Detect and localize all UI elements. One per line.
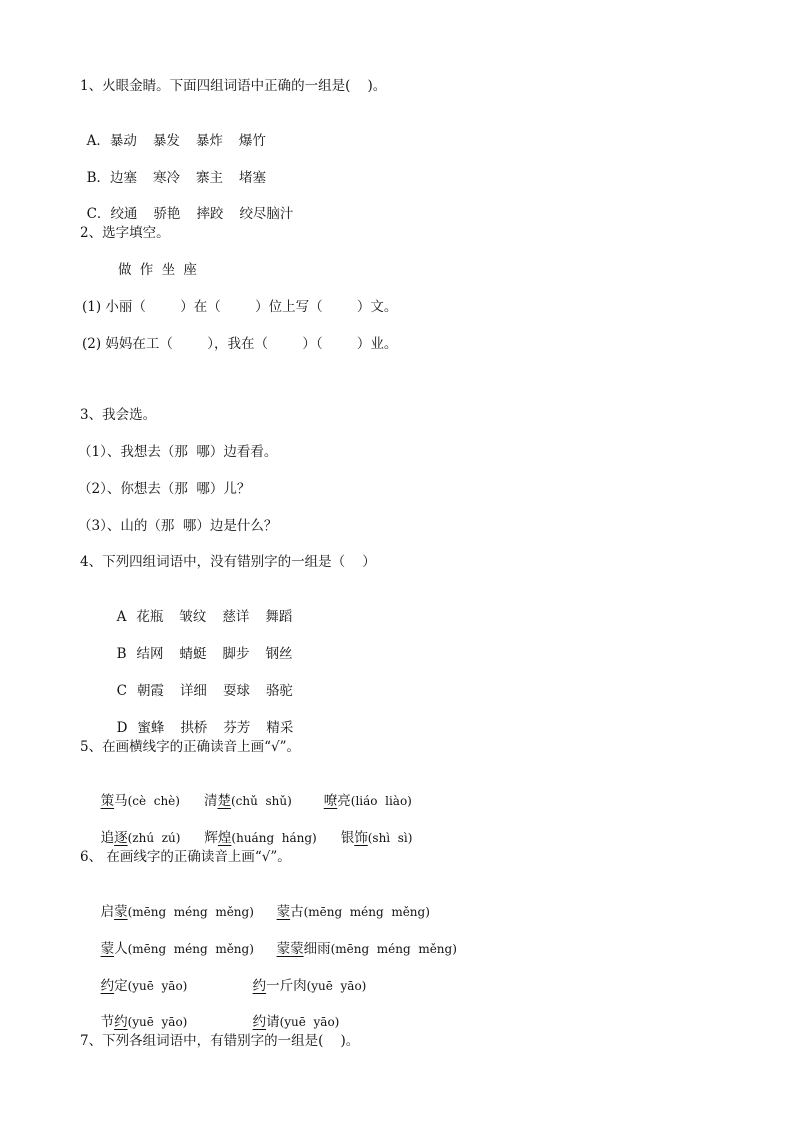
word: 寒冷: [153, 170, 181, 186]
option-label: A．: [86, 133, 110, 149]
pinyin-item: 约请(yuē yāo): [252, 1014, 340, 1030]
pinyin-item: 蒙古(mēng méng měng): [276, 904, 430, 920]
word: 精采: [266, 720, 294, 736]
q5-row-1: [92, 774, 412, 810]
pinyin-item: 策马(cè chè): [100, 793, 180, 809]
pinyin-item: 节约(yuē yāo): [100, 1014, 188, 1030]
word: 皱纹: [179, 609, 207, 625]
q3-stem: 3、我会选。: [80, 407, 157, 423]
underlined-char: 蒙: [276, 904, 291, 920]
pinyin-item: 蒙人(mēng méng měng): [100, 941, 254, 957]
option-label: A: [116, 609, 127, 625]
underlined-char: 约: [252, 1014, 267, 1030]
q4-option-d: [108, 701, 293, 737]
word: 骄艳: [153, 206, 181, 222]
word: 爆竹: [238, 133, 266, 149]
pinyin-item: 嘹亮(liáo liào): [323, 793, 412, 809]
underlined-char: 蒙: [100, 941, 115, 957]
word: 舞蹈: [265, 609, 293, 625]
pinyin-choices: (mēng méng měng): [330, 942, 457, 956]
q5-stem: 5、在画横线字的正确读音上画“√”。: [80, 739, 300, 755]
q6-row-2: [92, 922, 457, 958]
q4-option-b: [108, 627, 293, 663]
underlined-char: 蒙: [114, 904, 128, 920]
option-label: C: [116, 683, 127, 699]
word: 慈详: [222, 609, 250, 625]
q2-sentence-1: (1) 小丽（ ）在（ ）位上写（ ）文。: [82, 299, 398, 315]
word: 暴炸: [195, 133, 223, 149]
underlined-char: 蒙蒙: [276, 941, 304, 957]
q4-stem: 4、下列四组词语中，没有错别字的一组是（ ）: [80, 554, 376, 570]
word: 寨主: [196, 170, 224, 186]
option-label: C．: [86, 206, 111, 222]
pinyin-item: 约定(yuē yāo): [100, 978, 188, 994]
pinyin-item: 清楚(chǔ shǔ): [203, 793, 292, 809]
word: 蜜蜂: [137, 720, 165, 736]
pinyin-choices: (cè chè): [127, 794, 180, 808]
q2-stem: 2、选字填空。: [80, 225, 170, 241]
q1-option-b: [78, 151, 266, 187]
q2-sentence-2: (2) 妈妈在工（ ），我在（ ）（ ）业。: [82, 336, 398, 352]
pinyin-choices: (mēng méng měng): [303, 905, 430, 919]
q6-row-4: [92, 995, 339, 1031]
q6-stem: 6、 在画线字的正确读音上画“√”。: [80, 849, 291, 865]
pinyin-choices: (yuē yāo): [279, 1015, 340, 1029]
pinyin-item: 约一斤肉(yuē yāo): [252, 978, 367, 994]
underlined-char: 约: [252, 978, 267, 994]
q4-option-c: [108, 664, 293, 700]
pinyin-item: 银饰(shì sì): [340, 830, 413, 846]
option-label: B．: [86, 170, 111, 186]
pinyin-item: 启蒙(mēng méng měng): [100, 904, 254, 920]
underlined-char: 策: [100, 793, 115, 809]
underlined-char: 嘹: [323, 793, 338, 809]
word: 堵塞: [239, 170, 267, 186]
word: 结网: [136, 646, 164, 662]
pinyin-choices: (mēng méng měng): [127, 905, 254, 919]
word: 芬芳: [223, 720, 251, 736]
word: 花瓶: [136, 609, 164, 625]
pinyin-choices: (chǔ shǔ): [230, 794, 292, 808]
pinyin-item: 蒙蒙细雨(mēng méng měng): [276, 941, 457, 957]
word: 朝霞: [136, 683, 164, 699]
q3-item-2: （2）、你想去（那 哪）儿？: [78, 481, 251, 497]
underlined-char: 约: [100, 978, 115, 994]
word: 边塞: [110, 170, 138, 186]
pinyin-choices: (zhú zú): [127, 831, 181, 845]
option-label: B: [116, 646, 127, 662]
q6-row-3: [92, 959, 366, 995]
word: 绞通: [110, 206, 138, 222]
underlined-char: 楚: [217, 793, 231, 809]
word: 暴动: [109, 133, 137, 149]
q1-option-a: [78, 114, 266, 150]
q5-row-2: [92, 811, 412, 847]
word: 绞尽脑汁: [239, 206, 294, 222]
pinyin-choices: (yuē yāo): [127, 979, 188, 993]
pinyin-item: 辉煌(huáng háng): [204, 830, 317, 846]
word: 耍球: [222, 683, 250, 699]
q1-option-c: [78, 187, 293, 223]
word: 详细: [179, 683, 207, 699]
word: 钢丝: [265, 646, 293, 662]
word: 蜻蜓: [179, 646, 207, 662]
q7-stem: 7、下列各组词语中，有错别字的一组是( )。: [80, 1033, 360, 1049]
pinyin-choices: (huáng háng): [231, 831, 317, 845]
word: 拱桥: [180, 720, 208, 736]
pinyin-choices: (yuē yāo): [306, 979, 367, 993]
q2-char-choices: 做 作 坐 座: [118, 262, 199, 278]
pinyin-choices: (yuē yāo): [127, 1015, 188, 1029]
option-label: D: [116, 720, 128, 736]
pinyin-choices: (liáo liào): [350, 794, 412, 808]
underlined-char: 逐: [114, 830, 128, 846]
q3-item-3: （3）、山的（那 哪）边是什么？: [78, 518, 278, 534]
q3-item-1: （1）、我想去（那 哪）边看看。: [78, 444, 278, 460]
word: 暴发: [152, 133, 180, 149]
word: 脚步: [222, 646, 250, 662]
word: 骆驼: [265, 683, 293, 699]
q1-stem: 1、火眼金睛。下面四组词语中正确的一组是( )。: [80, 78, 387, 94]
q6-row-1: [92, 885, 430, 921]
underlined-char: 煌: [217, 830, 232, 846]
underlined-char: 约: [114, 1014, 128, 1030]
pinyin-choices: (shì sì): [367, 831, 413, 845]
pinyin-choices: (mēng méng měng): [127, 942, 254, 956]
underlined-char: 饰: [354, 830, 368, 846]
word: 摔跤: [196, 206, 224, 222]
pinyin-item: 追逐(zhú zú): [100, 830, 181, 846]
q4-option-a: [108, 590, 292, 626]
